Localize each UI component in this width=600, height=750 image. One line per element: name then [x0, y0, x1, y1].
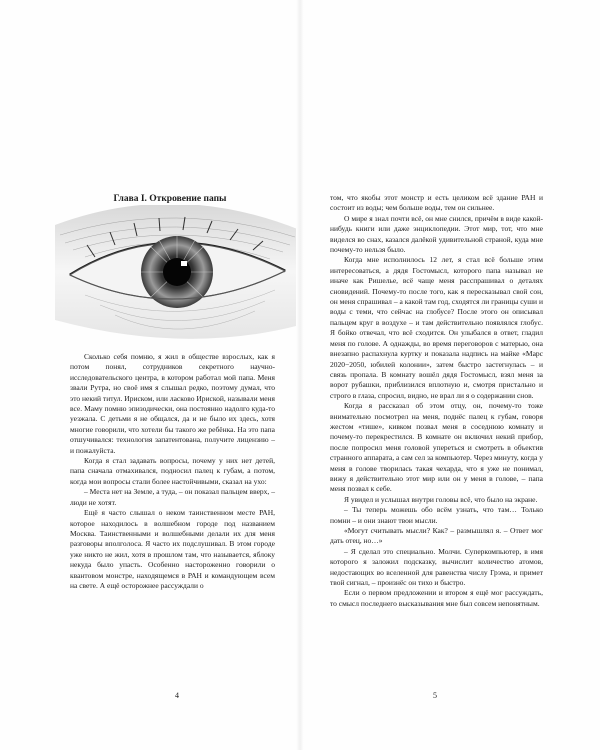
paragraph: том, что якобы этот монстр и есть целиком всё здание РАН и состоит из воды; чем больше воды, тем он сильнее. [330, 193, 543, 213]
paragraph: – Места нет на Земле, а туда, – он показал пальцем вверх, – люди не хотят. [70, 487, 275, 507]
page-number: 5 [433, 691, 437, 700]
paragraph: Если о первом предложении и втором я ещё мог рассуждать, то смысл последнего высказывания мне был совсем непонятным. [330, 588, 543, 608]
page-number: 4 [175, 691, 179, 700]
paragraph: О мире я знал почти всё, он мне снился, причём в виде какой-нибудь книги или даже энциклопедии. Этот мир, тот, что мне виделся во снах, казался далёкой удивительной страной, куда мне почему-то нельзя было. [330, 213, 543, 255]
chapter-title: Глава I. Откровение папы [113, 194, 227, 204]
paragraph: Когда я рассказал об этом отцу, он, почему-то тоже внимательно посмотрел на меня, поднёс палец к губам, говоря жестом «тише», кивком позвал меня в соседнюю комнату и почему-то перекрестился. В комнате он включил некий прибор, после попросил меня головой упереться и смотреть в объектив странного аппарата, а сам сел за компьютер. Через минуту, когда у меня в голове творилась такая чехарда, что я уже не понимал, вижу я действительно этот мир или он у меня в голове, – папа меня позвал к себе. [330, 401, 543, 494]
paragraph: Сколько себя помню, я жил в обществе взрослых, как я потом понял, сотрудников секретного научно-исследовательского центра, в котором работал мой папа. Меня звали Рутра, но своё имя я слышал редко, поэтому думал, что это некий титул. Ириском, или ласково Ириской, называли меня все. Маму помню эпизодически, она постоянно надолго куда-то уезжала. С детьми я не общался, да и не было их здесь, хотя многие говорили, что хотели бы такого же ребёнка. На это папа отшучивался: технология запатентована, получите лицензию – и пожалуйста. [70, 352, 275, 455]
paragraph: – Я сделал это специально. Молчи. Суперкомпьютер, в имя которого я заложил подсказку, вычислит количество атомов, недостающих во вселенной для равенства числу Грэма, и примет твой сигнал, – произнёс он тихо и быстро. [330, 546, 543, 588]
paragraph: Я увидел и услышал внутри головы всё, что было на экране. [344, 494, 538, 504]
eye-illustration [55, 205, 300, 350]
paragraph: «Могут считывать мысли? Как? – размышлял я. – Ответ мог дать отец, но…» [330, 526, 543, 546]
paragraph: Ещё я часто слышал о неком таинственном месте РАН, которое находилось в волшебном городе под названием Москва. Таинственными и волшебными делали их для меня разговоры вполголоса. Я часто их подслушивал. В этом городе уже никто не жил, хотя в прошлом там, что называется, яблоку некуда было упасть. Особенно настороженно говорили о квантовом монстре, находящемся в РАН и командующем всем на свете. А ещё осторожнее рассуждали о [70, 508, 275, 590]
paragraph: Когда мне исполнилось 12 лет, я стал всё больше этим интересоваться, а дядя Гостомысл, которого папа называл не иначе как Ришелье, всё чаще меня расспрашивал о деталях сновидений. Почему-то после того, как я пересказывал свой сон, он меня спрашивал – а какой там год, сходятся ли границы суши и воды с теми, что сейчас на глобусе? После этого он описывал пальцем круг в воздухе – и там действительно появлялся глобус. Я бойко отвечал, что всё сходится. Он улыбался в ответ, гладил меня по голове. А однажды, во время переговоров с матерью, она внезапно распахнула куртку и показала надпись на майке «Марс 2020−2050, юбилей колонии», затем быстро застегнулась – и связь пропала. В комнату вошёл дядя Гостомысл, взял меня за ворот рубашки, приблизился вплотную и, смотря пристально и строго в глаза, спросил, видно, не врал ли я о содержании снов. [330, 255, 543, 400]
paragraph: Когда я стал задавать вопросы, почему у них нет детей, папа сначала отмахивался, подносил палец к губам, а потом, когда мои вопросы стали более настойчивыми, сказал на ухо: [70, 456, 275, 486]
right-page-body [330, 193, 543, 609]
left-page-body [70, 352, 275, 591]
right-page [300, 0, 600, 750]
paragraph: – Ты теперь можешь обо всём узнать, что там… Только помни – и они знают твои мысли. [330, 505, 543, 525]
